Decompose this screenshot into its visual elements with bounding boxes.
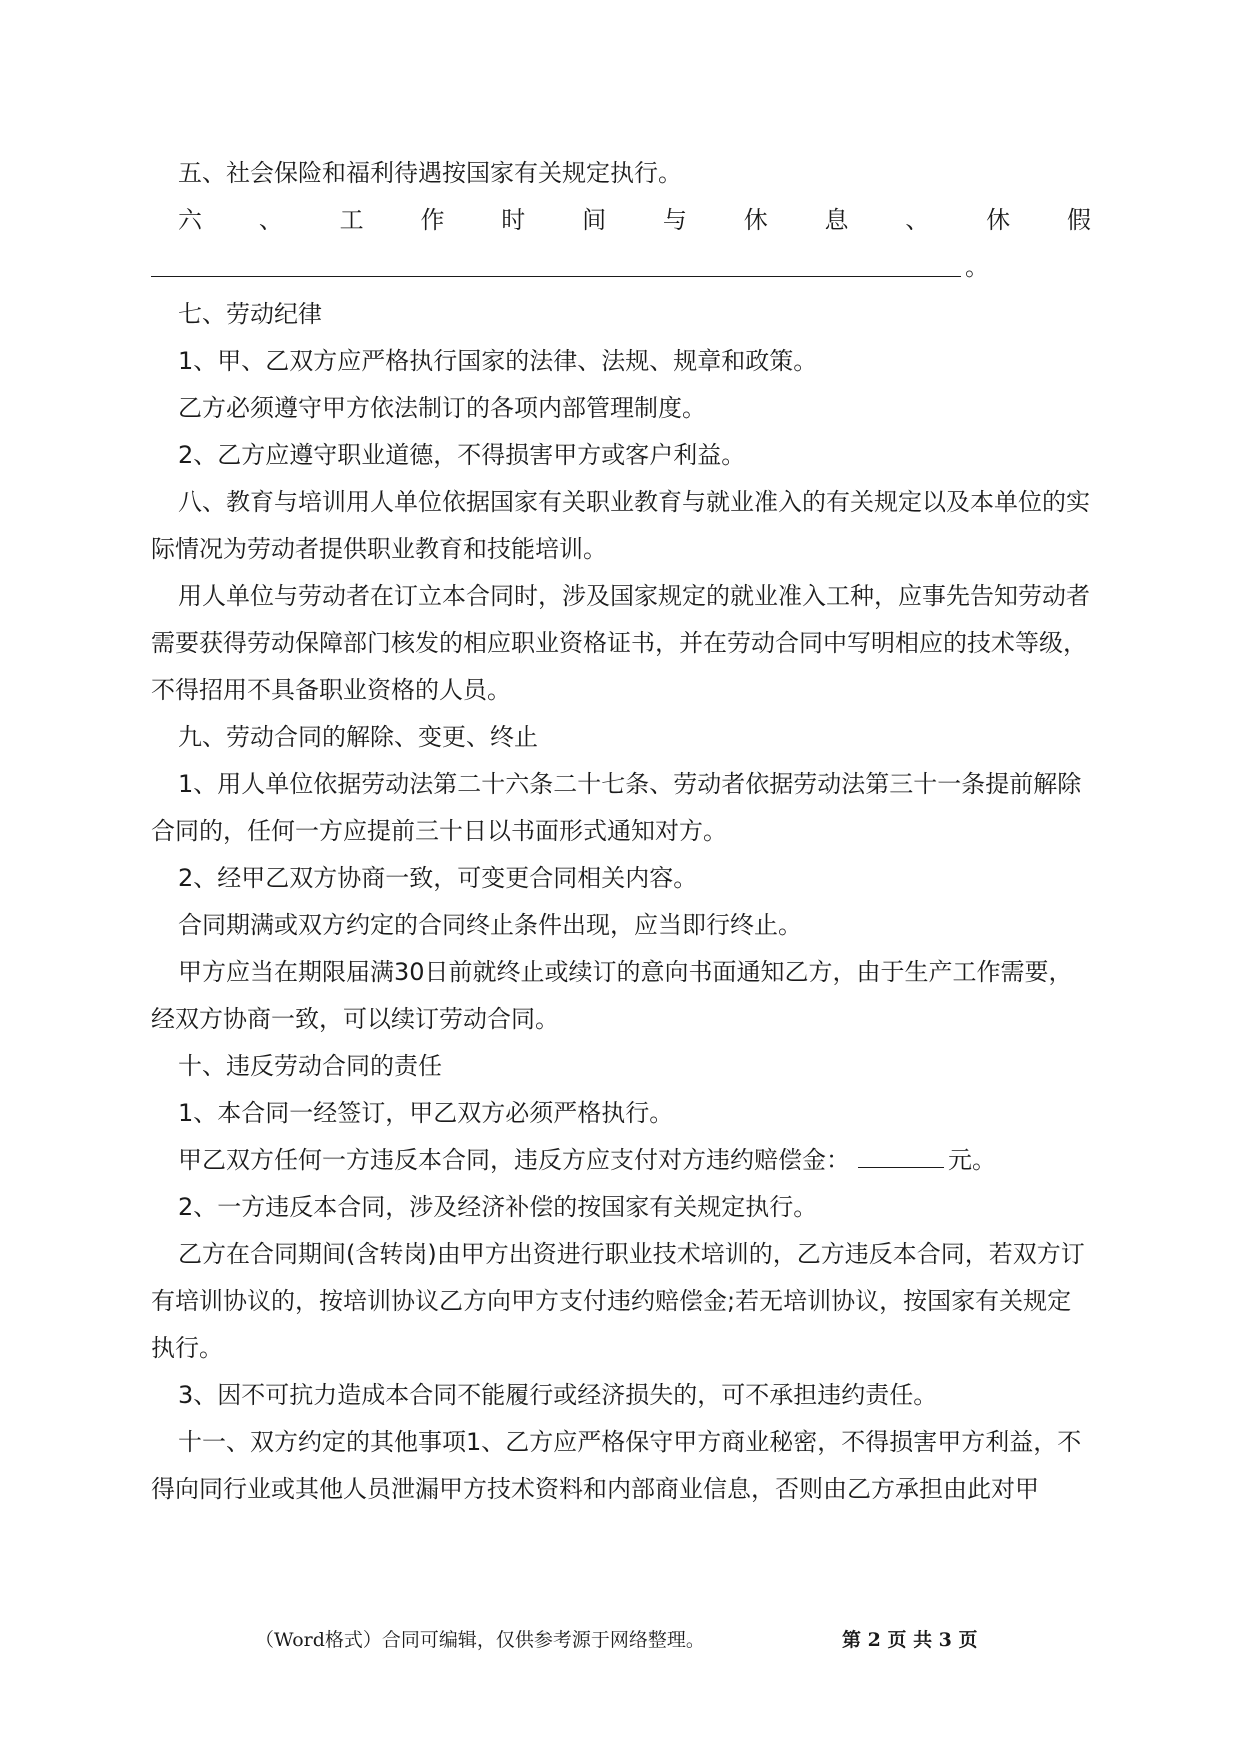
penalty-prefix: 甲乙双方任何一方违反本合同，违反方应支付对方违约赔偿金： bbox=[178, 1146, 850, 1174]
section6-end: 。 bbox=[965, 253, 989, 281]
section6-char: 休 bbox=[743, 206, 768, 234]
paragraph: 3、因不可抗力造成本合同不能履行或经济损失的，可不承担违约责任。 bbox=[178, 1381, 938, 1409]
section-heading: 七、劳动纪律 bbox=[178, 300, 322, 328]
footer-note: （Word格式）合同可编辑，仅供参考源于网络整理。 bbox=[255, 1629, 705, 1651]
section6-char: 作 bbox=[420, 206, 445, 234]
paragraph: 1、用人单位依据劳动法第二十六条二十七条、劳动者依据劳动法第三十一条提前解除合同的，任何一方应提前三十日以书面形式通知对方。 bbox=[151, 770, 1082, 845]
section6-char: 休 bbox=[986, 206, 1011, 234]
section6-char: 六 bbox=[178, 206, 202, 234]
paragraph: 合同期满或双方约定的合同终止条件出现，应当即行终止。 bbox=[178, 911, 802, 939]
section6-char: 假 bbox=[1066, 206, 1091, 234]
section6-char: 、 bbox=[905, 206, 930, 234]
section-heading: 九、劳动合同的解除、变更、终止 bbox=[178, 723, 538, 751]
paragraph-social-insurance: 五、社会保险和福利待遇按国家有关规定执行。 bbox=[178, 159, 682, 187]
document-body bbox=[151, 150, 1091, 1513]
section-heading: 十、违反劳动合同的责任 bbox=[178, 1052, 442, 1080]
paragraph: 用人单位与劳动者在订立本合同时，涉及国家规定的就业准入工种，应事先告知劳动者需要获得劳动保障部门核发的相应职业资格证书，并在劳动合同中写明相应的技术等级，不得招用不具备职业资格的人员。 bbox=[151, 582, 1090, 704]
paragraph: 甲方应当在期限届满30日前就终止或续订的意向书面通知乙方，由于生产工作需要，经双方协商一致，可以续订劳动合同。 bbox=[151, 958, 1073, 1033]
section6-char: 与 bbox=[662, 206, 687, 234]
paragraph: 2、乙方应遵守职业道德，不得损害甲方或客户利益。 bbox=[178, 441, 746, 469]
paragraph: 乙方必须遵守甲方依法制订的各项内部管理制度。 bbox=[178, 394, 706, 422]
fill-in-blank bbox=[151, 258, 961, 277]
section6-char: 时 bbox=[501, 206, 526, 234]
section6-char: 、 bbox=[258, 206, 283, 234]
section6-char: 间 bbox=[582, 206, 607, 234]
section6-fill-line bbox=[151, 244, 1091, 291]
paragraph: 十一、双方约定的其他事项1、乙方应严格保守甲方商业秘密，不得损害甲方利益，不得向同行业或其他人员泄漏甲方技术资料和内部商业信息，否则由乙方承担由此对甲 bbox=[151, 1428, 1082, 1503]
section6-char: 息 bbox=[824, 206, 849, 234]
penalty-suffix: 元。 bbox=[948, 1146, 996, 1174]
paragraph: 八、教育与培训用人单位依据国家有关职业教育与就业准入的有关规定以及本单位的实际情况为劳动者提供职业教育和技能培训。 bbox=[151, 488, 1090, 563]
fill-in-blank bbox=[858, 1147, 944, 1168]
paragraph: 乙方在合同期间(含转岗)由甲方出资进行职业技术培训的，乙方违反本合同，若双方订有培训协议的，按培训协议乙方向甲方支付违约赔偿金;若无培训协议，按国家有关规定执行。 bbox=[151, 1240, 1085, 1362]
paragraph: 1、甲、乙双方应严格执行国家的法律、法规、规章和政策。 bbox=[178, 347, 818, 375]
paragraph: 2、一方违反本合同，涉及经济补偿的按国家有关规定执行。 bbox=[178, 1193, 818, 1221]
section6-heading bbox=[151, 197, 1091, 244]
paragraph: 1、本合同一经签订，甲乙双方必须严格执行。 bbox=[178, 1099, 674, 1127]
page-number: 第 2 页 共 3 页 bbox=[842, 1629, 978, 1651]
paragraph: 2、经甲乙双方协商一致，可变更合同相关内容。 bbox=[178, 864, 698, 892]
section6-char: 工 bbox=[339, 206, 364, 234]
penalty-paragraph bbox=[151, 1137, 1091, 1184]
